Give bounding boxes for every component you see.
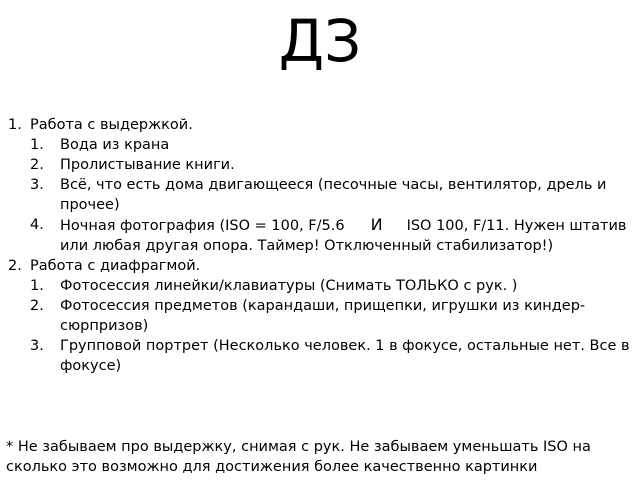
list-item xyxy=(30,296,633,336)
item-number: 4. xyxy=(30,217,44,233)
list-item xyxy=(30,135,633,155)
item-text-b: ISO 100, F/11. Нужен штатив или любая другая опора. Таймер! Отключенный стабилизатор!) xyxy=(60,218,627,254)
section-aperture xyxy=(8,256,633,376)
item-number: 2. xyxy=(30,157,44,173)
item-text: Вода из крана xyxy=(60,137,170,153)
item-text: Всё, что есть дома двигающееся (песочные часы, вентилятор, дрель и прочее) xyxy=(60,177,607,213)
section-number: 1. xyxy=(8,117,22,133)
item-number: 2. xyxy=(30,298,44,314)
task-list xyxy=(8,115,633,376)
section-shutter xyxy=(8,115,633,256)
section-label: Работа с диафрагмой. xyxy=(30,258,201,274)
list-item xyxy=(30,336,633,376)
slide-title: ДЗ xyxy=(278,7,362,75)
section-label: Работа с выдержкой. xyxy=(30,117,193,133)
list-item xyxy=(30,215,633,256)
item-text-conj: И xyxy=(370,215,383,234)
list-item xyxy=(30,175,633,215)
item-text: Пролистывание книги. xyxy=(60,157,235,173)
section-number: 2. xyxy=(8,258,22,274)
list-item xyxy=(30,155,633,175)
item-number: 3. xyxy=(30,338,44,354)
item-number: 1. xyxy=(30,278,44,294)
item-number: 3. xyxy=(30,177,44,193)
item-text: Фотосессия предметов (карандаши, прищепки, игрушки из киндер-сюрпризов) xyxy=(60,298,586,334)
item-text-a: Ночная фотография (ISO = 100, F/5.6 xyxy=(60,218,345,234)
list-item xyxy=(30,276,633,296)
item-text: Групповой портрет (Несколько человек. 1 в фокусе, остальные нет. Все в фокусе) xyxy=(60,338,630,374)
item-number: 1. xyxy=(30,137,44,153)
footnote: * Не забываем про выдержку, снимая с рук. Не забываем уменьшать ISO на сколько это возможно для достижения более качественно картинки xyxy=(6,439,591,475)
item-text: Фотосессия линейки/клавиатуры (Снимать ТОЛЬКО с рук. ) xyxy=(60,278,518,294)
